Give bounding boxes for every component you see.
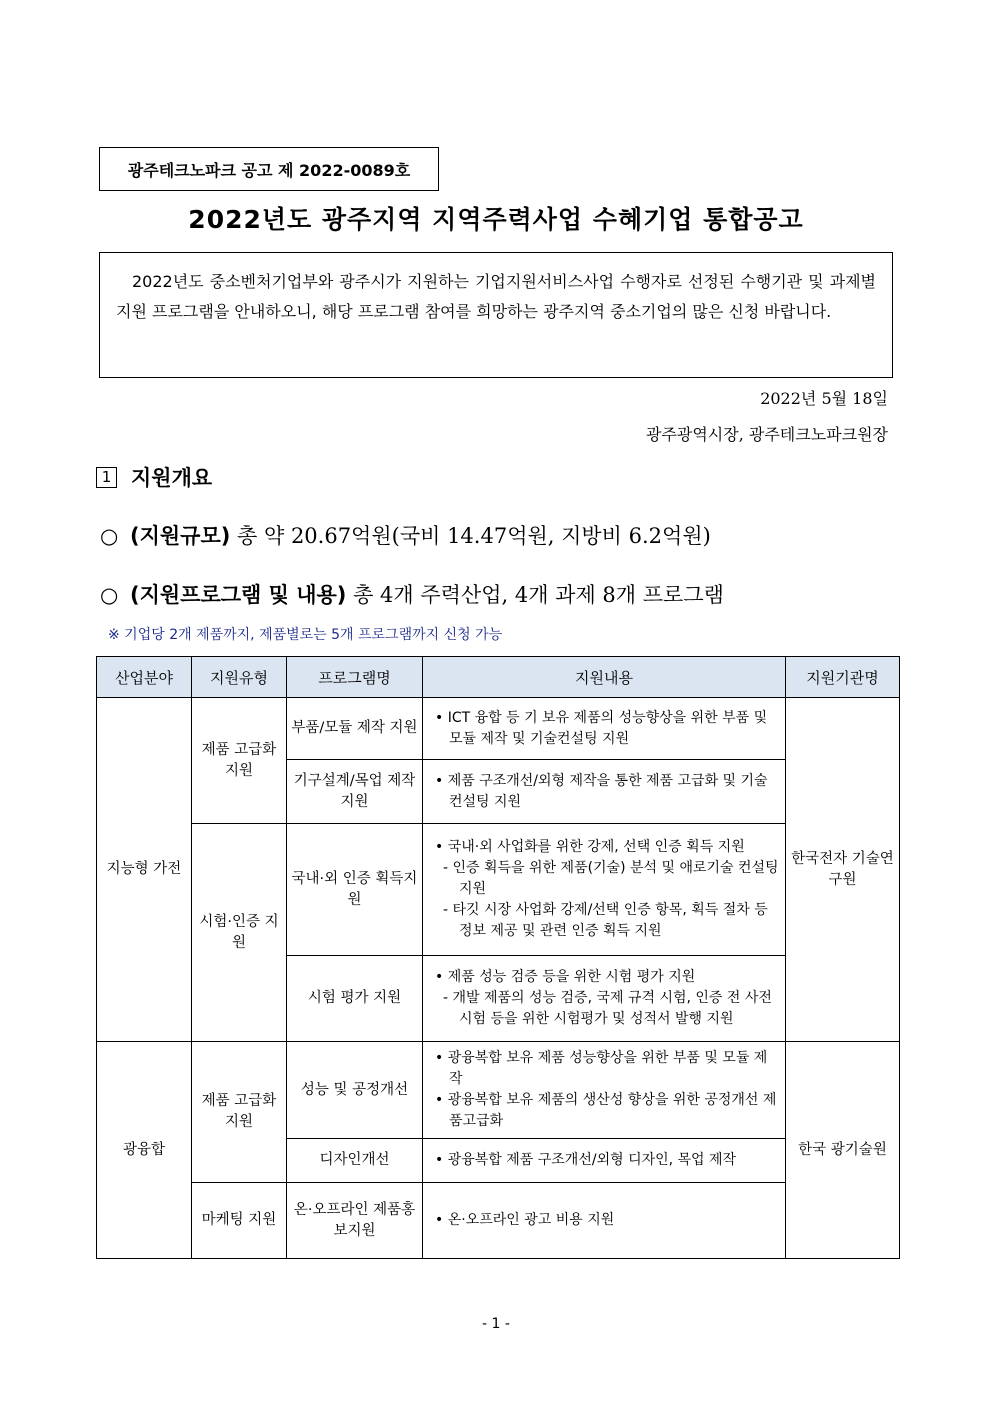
support-content-cell <box>423 760 786 824</box>
bullet-support-scale <box>100 520 711 550</box>
program-name-cell: 온·오프라인 제품홍보지원 <box>287 1183 423 1259</box>
application-note: ※ 기업당 2개 제품까지, 제품별로는 5개 프로그램까지 신청 가능 <box>108 627 503 643</box>
support-type-cell: 제품 고급화 지원 <box>192 698 287 824</box>
program-name-cell: 부품/모듈 제작 지원 <box>287 698 423 760</box>
program-name-cell: 시험 평가 지원 <box>287 956 423 1042</box>
bullet-mark: ○ <box>100 583 119 607</box>
page-number: - 1 - <box>482 1316 510 1332</box>
content-item: • 제품 구조개선/외형 제작을 통한 제품 고급화 및 기술컨설팅 지원 <box>435 772 768 810</box>
agency-cell: 한국전자 기술연구원 <box>786 698 900 1042</box>
content-item: • 온·오프라인 광고 비용 지원 <box>435 1212 615 1228</box>
table-header-row <box>97 657 900 698</box>
support-content-cell <box>423 824 786 956</box>
intro-text: 2022년도 중소벤처기업부와 광주시가 지원하는 기업지원서비스사업 수행자로 선정된 수행기관 및 과제별 지원 프로그램을 안내하오니, 해당 프로그램 참여를 희망하는 광주지역 중소기업의 많은 신청 바랍니다. <box>116 272 876 321</box>
document-title: 2022년도 광주지역 지역주력사업 수혜기업 통합공고 <box>188 205 804 234</box>
content-item: - 개발 제품의 성능 검증, 국제 규격 시험, 인증 전 사전시험 등을 위한 시험평가 및 성적서 발행 지원 <box>443 990 772 1027</box>
industry-cell: 광융합 <box>97 1042 192 1259</box>
content-item: • 광융복합 제품 구조개선/외형 디자인, 목업 제작 <box>435 1152 737 1168</box>
intro-box <box>99 252 893 378</box>
header-industry: 산업분야 <box>97 657 192 698</box>
bullet-text: 총 약 20.67억원(국비 14.47억원, 지방비 6.2억원) <box>230 524 711 548</box>
content-item: • ICT 융합 등 기 보유 제품의 성능향상을 위한 부품 및 모듈 제작 및 기술컨설팅 지원 <box>435 709 768 747</box>
notice-number-box <box>99 147 439 191</box>
program-name-cell: 기구설계/목업 제작 지원 <box>287 760 423 824</box>
announcement-date: 2022년 5월 18일 <box>760 389 888 408</box>
agency-cell: 한국 광기술원 <box>786 1042 900 1259</box>
support-type-cell: 마케팅 지원 <box>192 1183 287 1259</box>
table-row <box>97 824 900 956</box>
signer: 광주광역시장, 광주테크노파크원장 <box>645 425 888 444</box>
section-heading <box>96 462 212 492</box>
section-title: 지원개요 <box>131 466 213 490</box>
header-support-content: 지원내용 <box>423 657 786 698</box>
support-content-cell <box>423 1139 786 1183</box>
program-name-cell: 성능 및 공정개선 <box>287 1042 423 1139</box>
table-row <box>97 698 900 760</box>
bullet-label: (지원프로그램 및 내용) <box>130 583 347 607</box>
bullet-label: (지원규모) <box>130 524 231 548</box>
support-content-cell <box>423 956 786 1042</box>
content-item: • 국내·외 사업화를 위한 강제, 선택 인증 획득 지원 <box>435 839 745 855</box>
notice-number: 광주테크노파크 공고 제 2022-0089호 <box>127 160 411 180</box>
content-item: - 타깃 시장 사업화 강제/선택 인증 항목, 획득 절차 등 정보 제공 및 관련 인증 획득 지원 <box>443 902 768 939</box>
support-type-cell: 제품 고급화 지원 <box>192 1042 287 1183</box>
bullet-mark: ○ <box>100 524 119 548</box>
header-support-type: 지원유형 <box>192 657 287 698</box>
support-type-cell: 시험·인증 지원 <box>192 824 287 1042</box>
section-number: 1 <box>96 467 117 488</box>
content-item: • 제품 성능 검증 등을 위한 시험 평가 지원 <box>435 969 696 985</box>
support-content-cell <box>423 1042 786 1139</box>
support-content-cell <box>423 1183 786 1259</box>
program-table <box>96 656 900 1259</box>
header-program-name: 프로그램명 <box>287 657 423 698</box>
program-name-cell: 국내·외 인증 획득지원 <box>287 824 423 956</box>
support-content-cell <box>423 698 786 760</box>
content-item: • 광융복합 보유 제품 성능향상을 위한 부품 및 모듈 제작 <box>435 1050 768 1087</box>
header-agency: 지원기관명 <box>786 657 900 698</box>
content-item: - 인증 획득을 위한 제품(기술) 분석 및 애로기술 컨설팅 지원 <box>443 860 779 897</box>
content-item: • 광융복합 보유 제품의 생산성 향상을 위한 공정개선 제품고급화 <box>435 1092 777 1129</box>
industry-cell: 지능형 가전 <box>97 698 192 1042</box>
table-row <box>97 1042 900 1139</box>
table-row <box>97 1183 900 1259</box>
bullet-text: 총 4개 주력산업, 4개 과제 8개 프로그램 <box>346 583 724 607</box>
bullet-support-programs <box>100 579 724 609</box>
program-name-cell: 디자인개선 <box>287 1139 423 1183</box>
